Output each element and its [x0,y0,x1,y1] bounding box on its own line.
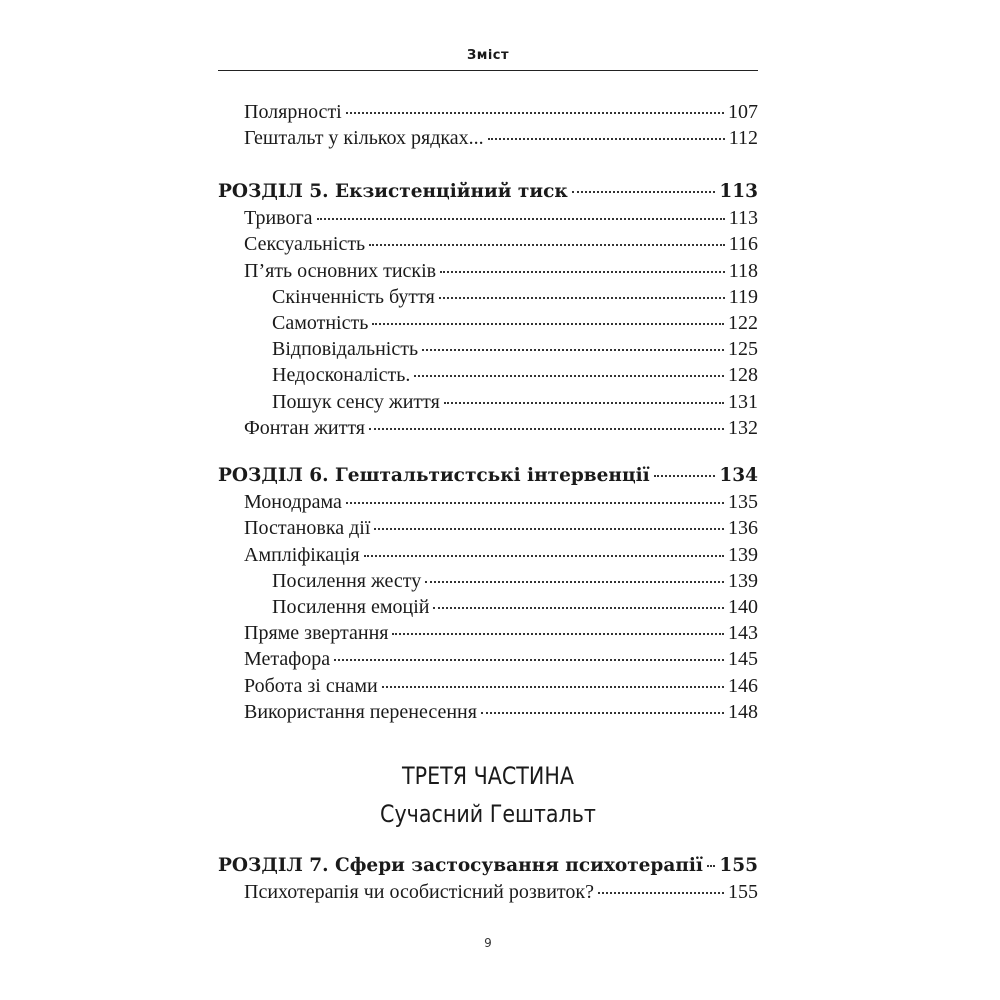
toc-entry-page: 113 [728,207,758,230]
header-rule [218,70,758,71]
toc-entry-page: 139 [728,569,758,592]
toc-entry-title: Недосконалість. [272,364,411,387]
dot-leader [598,891,724,894]
toc-entry [218,413,758,443]
toc-entry [218,697,758,727]
toc-entry-page: 116 [728,233,758,256]
toc-entry-page: 122 [728,312,758,334]
dot-leader [374,527,724,530]
running-header: Зміст [466,48,510,63]
dot-leader [707,864,715,867]
dot-leader [372,322,724,325]
toc-entry-title: Пряме звертання [244,622,389,645]
dot-leader [392,632,724,635]
toc-entry-page: 134 [719,465,758,486]
toc-entry-page: 135 [728,491,758,514]
page-number: 9 [484,936,492,950]
dot-leader [414,374,724,377]
toc-entry-title: Посилення жесту [272,569,422,592]
dot-leader [440,270,725,273]
dot-leader [488,137,725,140]
toc-entry-title: Монодрама [244,491,342,514]
dot-leader [439,296,725,299]
toc-entry [218,123,758,153]
toc-entry-page: 119 [728,285,758,308]
toc-entry-page: 131 [728,390,758,413]
part-number: ТРЕТЯ ЧАСТИНА [402,762,574,790]
dot-leader [369,243,725,246]
dot-leader [481,711,724,714]
dot-leader [346,111,724,114]
toc-entry-page: 145 [728,648,758,671]
toc-entry-title: Скінченність буття [272,285,435,308]
dot-leader [572,190,716,193]
toc-entry-title: Ампліфікація [244,543,360,566]
toc-entry-page: 113 [719,181,758,202]
dot-leader [334,658,724,661]
toc-entry-title: Відповідальність [272,338,419,361]
dot-leader [369,427,724,430]
toc-entry-page: 118 [728,259,758,282]
toc-entry-title: Робота зі снами [244,674,378,697]
toc-entry-title: Тривога [244,207,313,230]
toc-entry-title: Фонтан життя [244,416,366,439]
toc-entry-title: Самотність [272,312,369,334]
toc-entry-title: Використання перенесення [244,700,477,723]
dot-leader [317,217,725,220]
dot-leader [654,474,716,477]
toc-entry-page: 143 [728,622,758,645]
toc-entry-title: Метафора [244,648,331,671]
toc-entry-page: 155 [719,855,758,876]
dot-leader [433,606,724,609]
toc-entry-page: 125 [728,338,758,361]
toc-entry-page: 132 [728,416,758,439]
dot-leader [364,554,724,557]
toc-entry-title: Психотерапія чи особистісний розвиток? [244,881,594,904]
dot-leader [382,685,724,688]
toc-entry-title: РОЗДІЛ 6. Гештальтистські інтервенції [218,465,650,486]
toc-entry-title: Полярності [244,101,342,123]
toc-entry-title: РОЗДІЛ 5. Екзистенційний тиск [218,181,568,202]
part-title: Сучасний Гештальт [380,800,596,828]
toc-entry-title: РОЗДІЛ 7. Сфери застосування психотерапії [218,855,703,876]
toc-entry-page: 146 [728,674,758,697]
toc-entry-page: 107 [728,101,758,123]
dot-leader [346,501,724,504]
toc-entry-title: Постановка дії [244,517,371,540]
toc-entry-page: 136 [728,517,758,540]
toc-entry-title: Посилення емоцій [272,596,430,618]
toc-entry-title: Гештальт у кількох рядках... [244,127,484,150]
toc-entry-page: 139 [728,543,758,566]
dot-leader [422,348,724,351]
toc-entry [218,877,758,907]
dot-leader [444,401,724,404]
toc-entry-page: 112 [728,127,758,150]
toc-entry-page: 155 [728,881,758,904]
toc-entry-page: 128 [728,364,758,387]
toc-entry-title: Пошук сенсу життя [272,390,440,413]
toc-entry-title: П’ять основних тисків [244,259,437,282]
toc-entry-page: 140 [728,596,758,618]
toc-entry-title: Сексуальність [244,233,366,256]
toc-entry-page: 148 [728,700,758,723]
dot-leader [425,580,724,583]
